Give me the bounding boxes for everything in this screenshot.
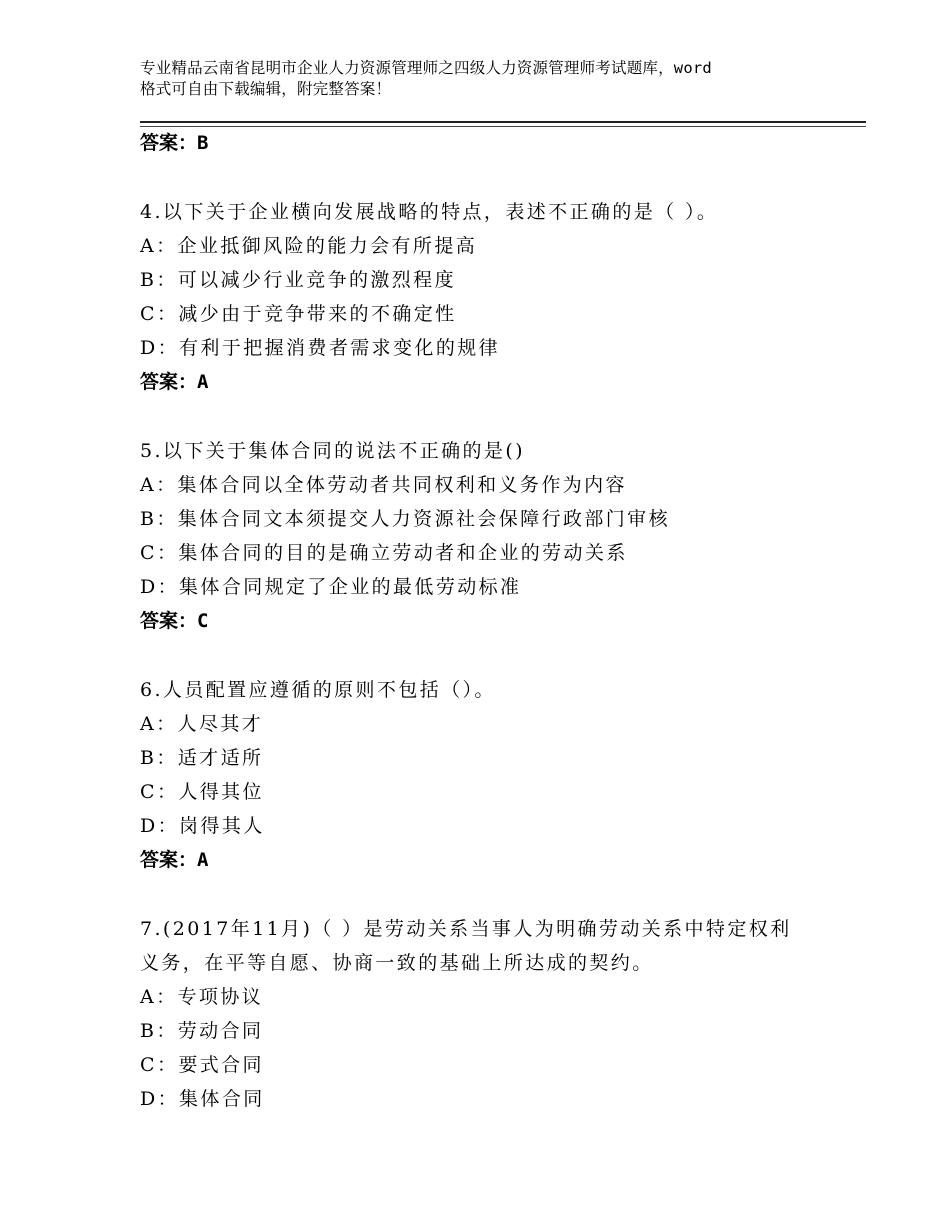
question-6-option-c: C：人得其位 bbox=[140, 781, 264, 803]
question-7-option-c: C：要式合同 bbox=[140, 1054, 264, 1076]
header-rule-thick bbox=[140, 121, 866, 123]
question-4-option-b: B：可以减少行业竞争的激烈程度 bbox=[140, 269, 456, 291]
question-5-option-d: D：集体合同规定了企业的最低劳动标准 bbox=[140, 576, 522, 598]
question-5-option-c: C：集体合同的目的是确立劳动者和企业的劳动关系 bbox=[140, 542, 628, 564]
question-7-stem-line-1: 7.(2017年11月)（ ）是劳动关系当事人为明确劳动关系中特定权利 bbox=[140, 918, 792, 940]
document-header bbox=[140, 58, 840, 100]
question-7-option-b: B：劳动合同 bbox=[140, 1020, 264, 1042]
header-line-2: 格式可自由下载编辑，附完整答案！ bbox=[140, 80, 392, 98]
question-4-option-d: D：有利于把握消费者需求变化的规律 bbox=[140, 337, 501, 359]
question-6-option-d: D：岗得其人 bbox=[140, 815, 265, 837]
question-5-stem: 5.以下关于集体合同的说法不正确的是() bbox=[140, 440, 525, 462]
question-5-answer: 答案：C bbox=[140, 610, 209, 632]
question-6-option-a: A：人尽其才 bbox=[140, 713, 264, 735]
question-4-answer: 答案：A bbox=[140, 371, 209, 393]
header-rule-thin bbox=[140, 126, 866, 127]
question-6-stem: 6.人员配置应遵循的原则不包括（）。 bbox=[140, 679, 496, 701]
question-7-stem-line-2: 义务，在平等自愿、协商一致的基础上所达成的契约。 bbox=[140, 952, 654, 974]
question-4-option-c: C：减少由于竞争带来的不确定性 bbox=[140, 303, 457, 325]
question-5-option-a: A：集体合同以全体劳动者共同权利和义务作为内容 bbox=[140, 474, 627, 496]
header-line-1: 专业精品云南省昆明市企业人力资源管理师之四级人力资源管理师考试题库，word bbox=[140, 59, 712, 77]
question-7-option-d: D：集体合同 bbox=[140, 1088, 265, 1110]
question-4-stem: 4.以下关于企业横向发展战略的特点，表述不正确的是（ ）。 bbox=[140, 201, 719, 223]
question-5-option-b: B：集体合同文本须提交人力资源社会保障行政部门审核 bbox=[140, 508, 670, 530]
question-6-option-b: B：适才适所 bbox=[140, 747, 264, 769]
question-6-answer: 答案：A bbox=[140, 849, 209, 871]
previous-answer: 答案：B bbox=[140, 132, 209, 154]
question-4-option-a: A：企业抵御风险的能力会有所提高 bbox=[140, 235, 478, 257]
question-7-option-a: A：专项协议 bbox=[140, 986, 264, 1008]
